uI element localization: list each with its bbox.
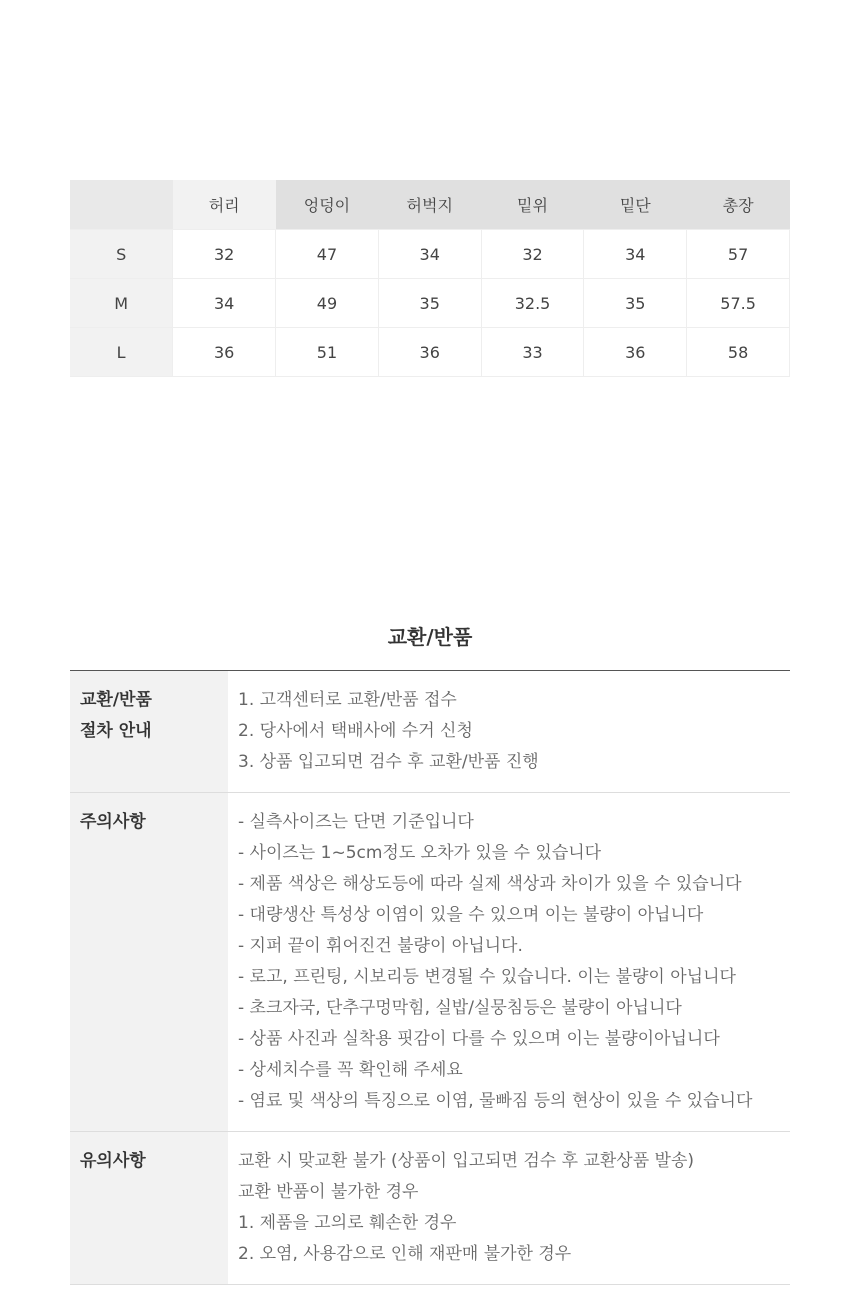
policy-label <box>70 793 228 1131</box>
size-value: 51 <box>276 328 379 377</box>
size-value: 35 <box>378 279 481 328</box>
exchange-return-title: 교환/반품 <box>387 625 473 649</box>
size-value: 57 <box>687 230 790 279</box>
policy-label-line: 유의사항 <box>80 1151 146 1171</box>
header-waist: 허리 <box>173 180 276 230</box>
policy-line: 1. 고객센터로 교환/반품 접수 <box>238 690 457 710</box>
size-value: 36 <box>378 328 481 377</box>
header-hip: 엉덩이 <box>276 180 379 230</box>
header-rise: 밑위 <box>481 180 584 230</box>
policy-content <box>228 671 790 792</box>
policy-label <box>70 1132 228 1284</box>
policy-line: - 사이즈는 1~5cm정도 오차가 있을 수 있습니다 <box>238 843 602 863</box>
policy-label <box>70 671 228 792</box>
size-chart-table <box>70 180 790 377</box>
size-value: 47 <box>276 230 379 279</box>
size-value: 33 <box>481 328 584 377</box>
size-value: 32 <box>481 230 584 279</box>
size-value: 49 <box>276 279 379 328</box>
policy-line: 교환 시 맞교환 불가 (상품이 입고되면 검수 후 교환상품 발송) <box>238 1151 695 1171</box>
policy-line: - 대량생산 특성상 이염이 있을 수 있으며 이는 불량이 아닙니다 <box>238 905 704 925</box>
policy-line: - 제품 색상은 해상도등에 따라 실제 색상과 차이가 있을 수 있습니다 <box>238 874 742 894</box>
size-value: 32.5 <box>481 279 584 328</box>
policy-line: - 로고, 프린팅, 시보리등 변경될 수 있습니다. 이는 불량이 아닙니다 <box>238 967 736 987</box>
exchange-return-policy <box>70 670 790 1285</box>
policy-row-procedure <box>70 671 790 793</box>
policy-line: 교환 반품이 불가한 경우 <box>238 1182 419 1202</box>
header-length: 총장 <box>687 180 790 230</box>
policy-line: - 지퍼 끝이 휘어진건 불량이 아닙니다. <box>238 936 523 956</box>
size-value: 58 <box>687 328 790 377</box>
policy-row-notes <box>70 1132 790 1285</box>
policy-line: - 상세치수를 꼭 확인해 주세요 <box>238 1060 463 1080</box>
size-label: S <box>70 230 173 279</box>
policy-content <box>228 793 790 1131</box>
size-value: 34 <box>378 230 481 279</box>
policy-line: 1. 제품을 고의로 훼손한 경우 <box>238 1213 457 1233</box>
size-value: 36 <box>584 328 687 377</box>
policy-line: 2. 당사에서 택배사에 수거 신청 <box>238 721 473 741</box>
size-row-l <box>70 328 790 377</box>
size-chart-header-row <box>70 180 790 230</box>
size-chart-corner-cell <box>70 180 173 230</box>
policy-line: - 염료 및 색상의 특징으로 이염, 물빠짐 등의 현상이 있을 수 있습니다 <box>238 1091 753 1111</box>
size-value: 35 <box>584 279 687 328</box>
size-value: 34 <box>173 279 276 328</box>
size-value: 32 <box>173 230 276 279</box>
policy-line: 2. 오염, 사용감으로 인해 재판매 불가한 경우 <box>238 1244 572 1264</box>
size-label: M <box>70 279 173 328</box>
size-label: L <box>70 328 173 377</box>
size-value: 36 <box>173 328 276 377</box>
policy-label-line: 주의사항 <box>80 812 146 832</box>
policy-line: - 실측사이즈는 단면 기준입니다 <box>238 812 474 832</box>
policy-line: 3. 상품 입고되면 검수 후 교환/반품 진행 <box>238 752 539 772</box>
header-thigh: 허벅지 <box>378 180 481 230</box>
size-row-m <box>70 279 790 328</box>
size-value: 34 <box>584 230 687 279</box>
policy-label-line: 교환/반품 <box>80 690 152 710</box>
size-row-s <box>70 230 790 279</box>
header-hem: 밑단 <box>584 180 687 230</box>
policy-label-line: 절차 안내 <box>80 721 152 741</box>
policy-row-cautions <box>70 793 790 1132</box>
policy-line: - 상품 사진과 실착용 핏감이 다를 수 있으며 이는 불량이아닙니다 <box>238 1029 720 1049</box>
size-value: 57.5 <box>687 279 790 328</box>
policy-content <box>228 1132 790 1284</box>
policy-line: - 초크자국, 단추구멍막힘, 실밥/실뭉침등은 불량이 아닙니다 <box>238 998 682 1018</box>
